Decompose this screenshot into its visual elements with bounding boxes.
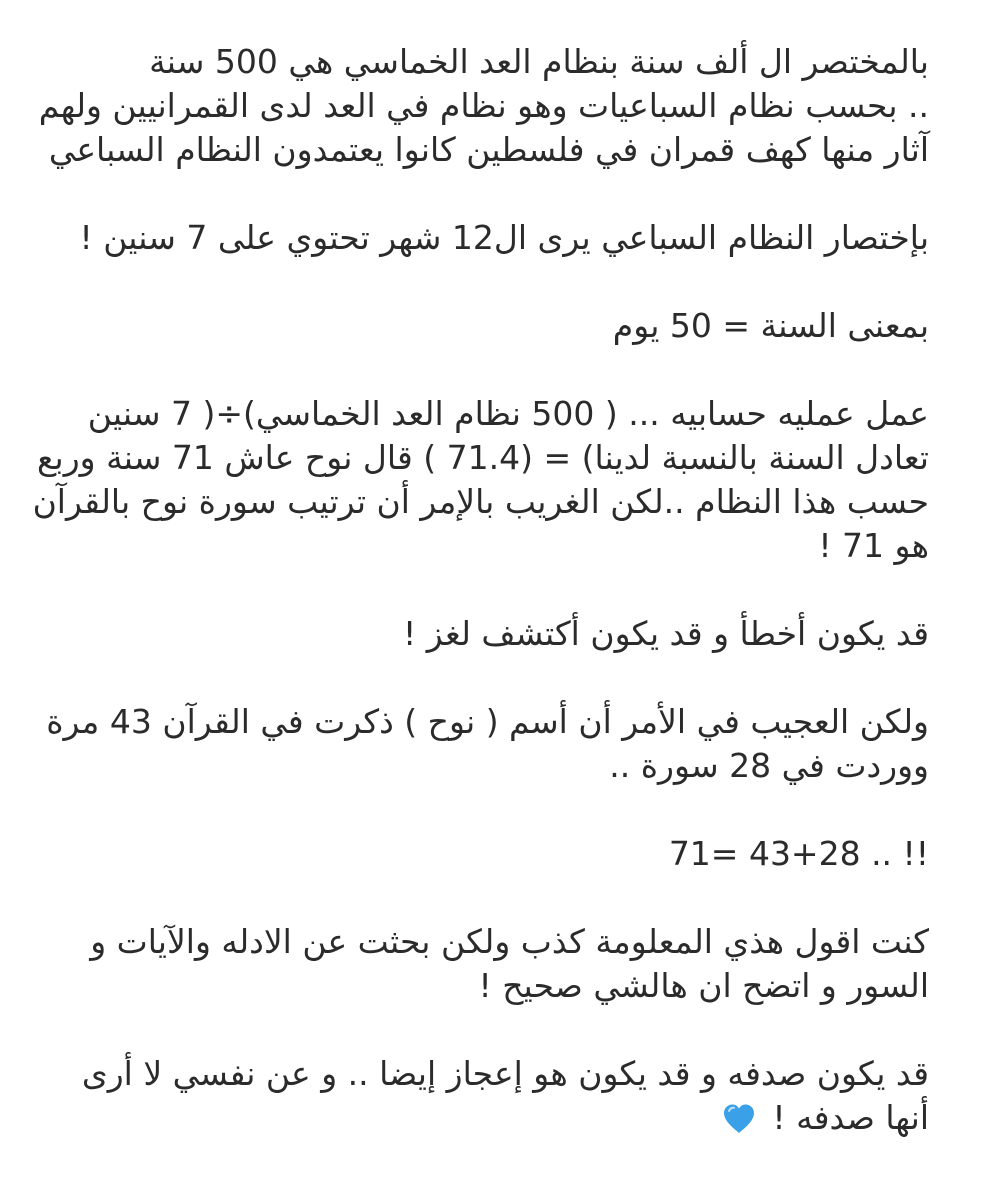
text-line: قد يكون صدفه و قد يكون هو إعجاز إيضا .. و عن نفسي لا أرى	[81, 1054, 929, 1093]
text-line: أنها صدفه !	[772, 1098, 929, 1137]
paragraph-septenary	[59, 216, 929, 260]
text-line: كنت اقول هذي المعلومة كذب ولكن بحثت عن الادله والآيات و	[90, 922, 929, 961]
text-line: بمعنى السنة = 50 يوم	[612, 306, 929, 345]
equation-line: 71= 43+28 .. !!	[668, 834, 929, 873]
note-body	[32, 40, 929, 1140]
text-line: آثار منها كهف قمران في فلسطين كانوا يعتمدون النظام السباعي	[48, 130, 929, 169]
paragraph-year-length	[59, 304, 929, 348]
text-line: حسب هذا النظام ..لكن الغريب بالإمر أن ترتيب سورة نوح بالقرآن	[32, 482, 929, 521]
paragraph-summary	[38, 40, 929, 172]
text-line: السور و اتضح ان هالشي صحيح !	[478, 966, 929, 1005]
paragraph-riddle	[59, 612, 929, 656]
paragraph-occurrences	[46, 700, 929, 788]
text-line: تعادل السنة بالنسبة لدينا) = (71.4 ) قال نوح عاش 71 سنة وربع	[36, 438, 929, 477]
text-line: عمل عمليه حسابيه ... ( 500 نظام العد الخماسي)÷( 7 سنين	[87, 394, 929, 433]
text-line: هو 71 !	[818, 526, 929, 565]
text-line: بإختصار النظام السباعي يرى ال12 شهر تحتوي على 7 سنين !	[79, 218, 929, 257]
paragraph-conclusion	[59, 1052, 929, 1140]
text-line: .. بحسب نظام السباعيات وهو نظام في العد لدى القمرانيين ولهم	[38, 86, 929, 125]
text-line: ووردت في 28 سورة ..	[609, 746, 929, 785]
paragraph-calculation	[32, 392, 929, 568]
blue-heart-icon	[722, 1102, 756, 1134]
text-line-with-emoji	[59, 1096, 929, 1140]
text-line: بالمختصر ال ألف سنة بنظام العد الخماسي هي 500 سنة	[149, 42, 929, 81]
paragraph-verification	[59, 920, 929, 1008]
paragraph-equation	[59, 832, 929, 876]
text-line: قد يكون أخطأ و قد يكون أكتشف لغز !	[403, 614, 929, 653]
text-line: ولكن العجيب في الأمر أن أسم ( نوح ) ذكرت في القرآن 43 مرة	[46, 702, 929, 741]
